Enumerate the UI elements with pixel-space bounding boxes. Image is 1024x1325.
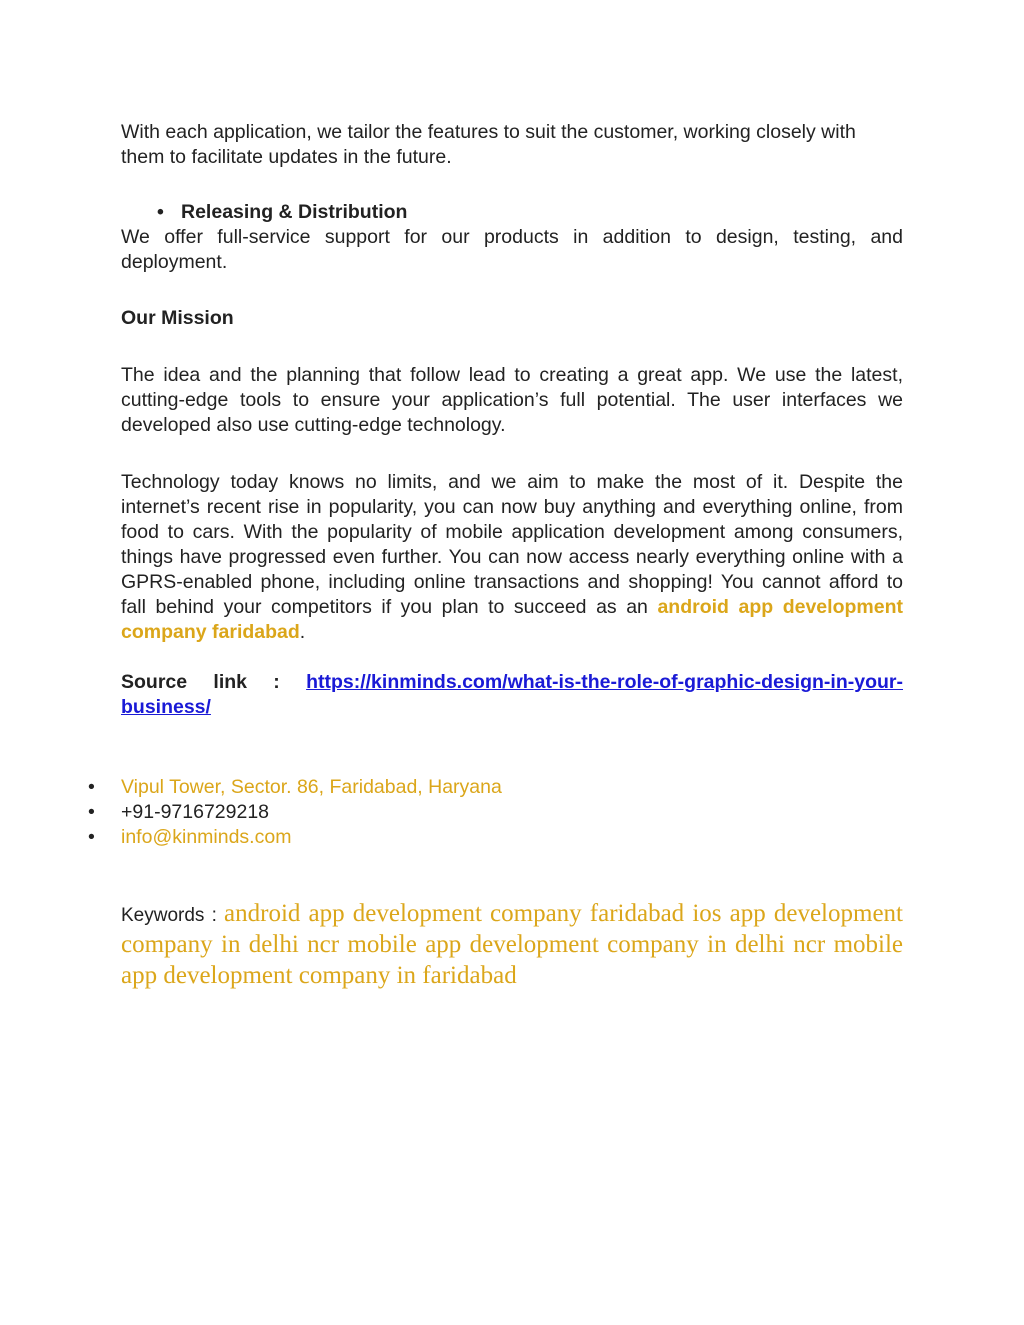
address-text[interactable]: Vipul Tower, Sector. 86, Faridabad, Haryana	[121, 776, 502, 798]
phone-text[interactable]: +91-9716729218	[121, 801, 270, 823]
releasing-distribution-heading	[121, 200, 903, 225]
contact-email	[88, 825, 502, 850]
period: .	[299, 621, 306, 643]
intro-paragraph: With each application, we tailor the features to suit the customer, working closely with them to facilitate updates in the future.	[121, 121, 856, 168]
contact-address	[88, 775, 502, 800]
mission-paragraph-1: The idea and the planning that follow lead to creating a great app. We use the latest, cutting-edge tools to ensure your application’s full potential. The user interfaces we developed also use cutting-edge technology.	[121, 364, 903, 436]
source-label: Source link :	[121, 671, 307, 693]
email-text[interactable]: info@kinminds.com	[121, 826, 292, 848]
source-line	[121, 670, 903, 720]
bullet-icon: •	[88, 826, 95, 848]
bullet-icon: •	[88, 801, 95, 823]
contact-phone	[88, 800, 502, 825]
heading-text: Releasing & Distribution	[181, 201, 408, 223]
keywords-links[interactable]: android app development company faridabad ios app development company in delhi ncr mobile app development company in delhi ncr mobile app development company in faridabad	[121, 900, 903, 989]
android-company-link[interactable]: android app development company faridabad	[121, 596, 903, 643]
contact-list	[88, 775, 502, 850]
keywords-block	[121, 898, 903, 991]
document-body	[121, 120, 903, 720]
mission-paragraph-2	[121, 470, 903, 645]
source-url-link[interactable]: https://kinminds.com/what-is-the-role-of-graphic-design-in-your-business/	[121, 671, 903, 718]
bullet-icon: •	[88, 776, 95, 798]
mission-paragraph-2-text: Technology today knows no limits, and we aim to make the most of it. Despite the internet’s recent rise in popularity, you can now buy anything and everything online, from food to cars. With the popularity of mobile application development among consumers, things have progressed even further. You can now access nearly everything online with a GPRS-enabled phone, including online transactions and shopping! You cannot afford to fall behind your competitors if you plan to succeed as an	[121, 471, 903, 618]
bullet-icon: •	[157, 201, 164, 223]
mission-heading: Our Mission	[121, 307, 234, 329]
keywords-label: Keywords :	[121, 905, 225, 926]
release-paragraph: We offer full-service support for our products in addition to design, testing, and deployment.	[121, 226, 903, 273]
